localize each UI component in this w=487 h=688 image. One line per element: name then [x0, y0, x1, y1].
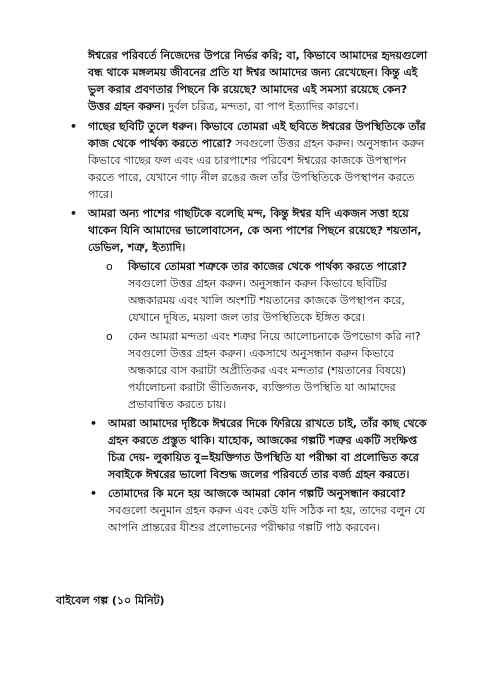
subbullet-2 [106, 328, 429, 413]
section-heading: বাইবেল গল্প (১০ মিনিট) [56, 594, 165, 607]
bullet-4 [90, 485, 429, 536]
subbullet-marker: o [106, 260, 113, 273]
bullet-dot: • [70, 207, 77, 220]
bullet-3-bold: আমরা আমাদের দৃষ্টিকে ঈশ্বরের দিকে ফিরিয়ে রাখতে চাই, তাঁর কাছ থেকে গ্রহন করতে প্রস্তুত থাকি। যাহোক, আজকের গল্পটি শত্রুর একটি সংক্ষিপ্ত চিত্র দেয়- লুকায়িত বু=ইয়ক্তিগত উপস্থিতি যা পরীক্ষা বা প্রলোভিত করে সবাইকে ঈশ্বরের ভালো বিশুদ্ধ জলের পরিবর্তে তার বর্জ্য গ্রহন করতে। [108, 417, 427, 481]
bullet-dot: • [70, 120, 77, 133]
subbullet-2-normal: কেন আমরা মন্দতা এবং শত্রুর নিয়ে আলোচনাকে উপভোগ করি না? সবগুলো উত্তর গ্রহন করুন। একসাথে অনুসন্ধান করুন কিভাবে অন্ধকারে বাস করাটা অপ্রীতিকর এবং মন্দতার (শয়তানের বিষয়ে) পর্যালোচনা করাটা ভীতিজনক, ব্যক্তিগত উপস্থিতি যা আমাদের প্রভাবান্বিত করতে চায়। [128, 330, 421, 411]
intro-normal: দুর্বল চরিত্র, মন্দতা, বা পাপ ইত্যাদির কারণে। [164, 100, 359, 113]
subbullet-1 [106, 258, 429, 326]
subbullet-1-bold: কিভাবে তোমরা শত্রুকে তার কাজের থেকে পার্থক্য করতে পারো? [128, 260, 408, 273]
bullet-2 [70, 205, 429, 256]
intro-bold: ঈশ্বরের পরিবর্তে নিজেদের উপরে নির্ভর করি; বা, কিভাবে আমাদের হৃদয়গুলো বন্ধ থাকে মঙ্গলময় জীবনের প্রতি যা ঈশ্বর আমাদের জন্য রেখেছেন। কিন্তু এই ভুল করার প্রবণতার পিছনে কি রয়েছে? আমাদের এই সমস্যা রয়েছে কেন? উত্তর গ্রহন করুন। [88, 49, 428, 113]
subbullet-marker: o [106, 330, 113, 343]
bullet-1-bold: গাছের ছবিটি তুলে ধরুন। কিভাবে তোমরা এই ছবিতে ঈশ্বরের উপস্থিতিকে তাঁর কাজ থেকে পার্থক্য করতে পারো? [88, 120, 426, 150]
bullet-3 [90, 415, 429, 483]
intro-paragraph [88, 47, 429, 115]
bullet-1 [70, 118, 429, 203]
bullet-4-normal: সবগুলো অনুমান গ্রহন করুন এবং কেউ যদি সঠিক না হয়, তাদের বলুন যে আপনি প্রান্তরের যীশুর প্রলোভনের পরীক্ষার গল্পটি পাঠ করবেন। [108, 504, 426, 534]
bullet-4-bold: তোমাদের কি মনে হয় আজকে আমরা কোন গল্পটি অনুসন্ধান করবো? [108, 487, 406, 500]
subbullet-1-normal: সবগুলো উত্তর গ্রহন করুন। অনুসন্ধান করুন কিভাবে ছবিটির অন্ধকারময় এবং খালি অংশটি শয়তানের কাজকে উপস্থাপন করে, যেখানে দূষিত, ময়লা জল তার উপস্থিতিকে ইঙ্গিত করে। [128, 277, 405, 324]
bullet-2-bold: আমরা অন্য পাশের গাছটিকে বলেছি মন্দ, কিন্তু ঈশ্বর যদি একজন সত্তা হয়ে থাকেন যিনি আমাদের ভালোবাসেন, কে অন্য পাশের পিছনে রয়েছে? শয়তান, ডেভিল, শত্রু, ইত্যাদি। [88, 207, 422, 254]
bullet-dot: • [90, 487, 97, 500]
bullet-dot: • [90, 417, 97, 430]
bullet-1-normal: সবগুলো উত্তর গ্রহন করুন। অনুসন্ধান করুন কিভাবে গাছের ফল এবং এর চারপাশের পরিবেশ ঈশ্বরের কাজকে উপস্থাপন করতে পারে, যেখানে গাঢ় নীল রঙের জল তাঁর উপস্থিতিকে উপস্থাপন করতে পারে। [88, 137, 425, 201]
